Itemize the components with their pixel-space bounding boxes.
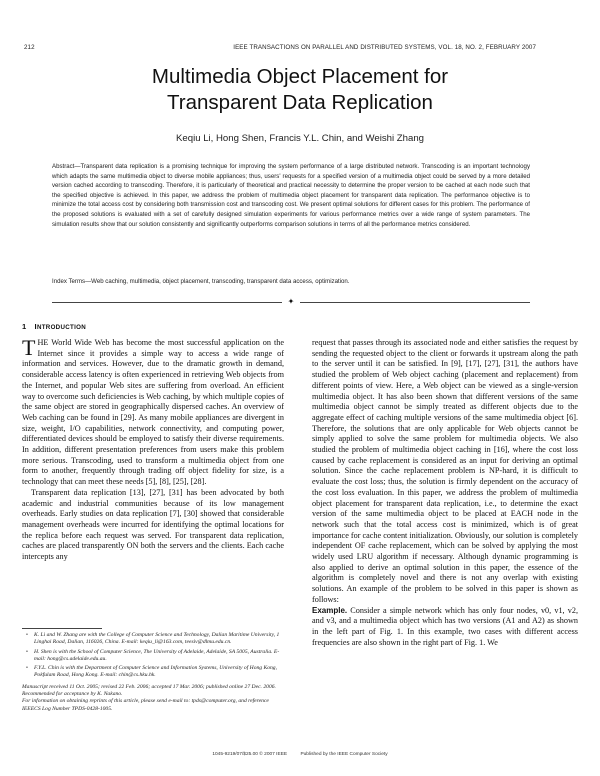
footnote-rule xyxy=(22,628,102,629)
affiliation-item: • F.Y.L. Chin is with the Department of Computer Science and Information Systems, University of Hong Kong, Pokfulam Road, Hong Kong. E-mail: chin@cs.hku.hk. xyxy=(28,665,284,680)
diamond-icon: ✦ xyxy=(287,297,295,306)
journal-title: IEEE TRANSACTIONS ON PARALLEL AND DISTRIBUTED SYSTEMS, VOL. 18, NO. 2, FEBRUARY 2007 xyxy=(233,44,536,51)
section-number: 1 xyxy=(22,322,27,331)
issn-copyright: 1045-9219/07/$25.00 © 2007 IEEE xyxy=(212,752,288,757)
right-column xyxy=(312,338,578,648)
section-title-rest: NTRODUCTION xyxy=(36,324,86,331)
author-list: Keqiu Li, Hong Shen, Francis Y.L. Chin, and Weishi Zhang xyxy=(176,133,424,144)
intro-lead: HE xyxy=(37,338,49,347)
affiliation-item: • K. Li and W. Zhang are with the College of Computer Science and Technology, Dalian Maritime University, 1 Linghai Road, Dalian, 116026, China. E-mail: keqiu_li@163.com, teesiv@dlmu.edu.cn. xyxy=(28,632,284,647)
publisher-line: Published by the IEEE Computer Society xyxy=(300,752,388,757)
affiliation-item: • H. Shen is with the School of Computer Science, The University of Adelaide, Adelaide, SA 5005, Australia. E-mail: hong@cs.adelaide.edu.au. xyxy=(28,649,284,664)
example-text: Consider a simple network which has only four nodes, v0, v1, v2, and v3, and a multimedia object which has two versions (A1 and A2) as shown in the left part of Fig. 1. In this example, two cases with different access frequencies are also shown in the right part of Fig. 1. We xyxy=(312,605,578,647)
index-terms-label: Index Terms xyxy=(52,278,86,285)
drop-cap: T xyxy=(22,335,36,360)
example-paragraph xyxy=(312,606,578,649)
footnotes xyxy=(22,628,284,713)
recommended-by: Recommended for acceptance by K. Nakano. xyxy=(22,691,123,698)
left-column xyxy=(22,335,284,563)
abstract xyxy=(52,162,530,229)
title-line-2: Transparent Data Replication xyxy=(167,91,433,114)
section-heading xyxy=(22,322,86,331)
separator-line-left xyxy=(52,302,282,303)
section-title-initial: I xyxy=(34,322,37,331)
abstract-text: —Transparent data replication is a promising technique for improving the system performance of a large distributed network. Transcoding is an important technology which adapts the same multimedia object to diverse mobile appliances; thus, users' requests for a specified version of a multimedia object could be served by a more detailed version cached according to transcoding. Therefore, it is particularly of theoretical and practical necessity to determine the proper version to be cached at each node such that the specified objective is achieved. In this paper, we address the problem of multimedia object placement for transparent data replication. The performance objective is to minimize the total access cost by considering both transmission cost and transcoding cost. We present optimal solutions for different cases for this problem. The performance of the proposed solutions is evaluated with a set of carefully designed simulation experiments for various performance metrics over a wide range of system parameters. The simulation results show that our solution consistently and significantly outperforms comparison solutions in terms of all the performance metrics considered. xyxy=(52,163,530,228)
separator-line-right xyxy=(300,302,530,303)
manuscript-info xyxy=(22,684,284,713)
received-dates: Manuscript received 11 Oct. 2005; revised 22 Feb. 2006; accepted 17 Mar. 2006; published online 27 Dec. 2006. xyxy=(22,683,276,690)
affiliation-list xyxy=(22,632,284,680)
paper-title xyxy=(50,64,550,116)
page-number: 212 xyxy=(24,44,35,51)
index-terms-text: —Web caching, multimedia, object placement, transcoding, transparent data access, optimization. xyxy=(85,278,350,285)
page-footer xyxy=(0,752,600,757)
abstract-label: Abstract xyxy=(52,163,75,170)
example-label: Example. xyxy=(312,605,348,615)
intro-paragraph-3: request that passes through its associated node and either satisfies the request by sending the requested object to the client or forwards it upstream along the path to the server until it can be satisfied. In [9], [17], [27], [31], the authors have studied the problem of Web object caching (placement and replacement) from different points of view. Here, a Web object can be viewed as a single-version multimedia object. It has also been shown that different versions of the same multimedia object cannot be simply treated as different objects due to the aggregate effect of caching multiple versions of the same multimedia object [6]. Therefore, the solutions that are only applicable for Web objects cannot be simply applied to solve the same problem for multimedia objects. We also studied the problem of multimedia object caching in [16], where the cost loss caused by cache replacement is considered as an input for deriving an optimal solution. Since the cache replacement problem is NP-hard, it is difficult to evaluate the cost loss; thus, the solution is firmly dependent on the accuracy of the cost loss evaluation. In this paper, we address the problem of multimedia object placement for transparent data replication, i.e., to determine the exact version of the same multimedia object to be placed at EACH node in the network such that the total access cost is minimized, which is of great importance for cache content initialization. Obviously, our solution is completely independent OF cache replacement, which can be solved by applying the most widely used LRU algorithm if necessary. Although dynamic programming is also applied to derive an optimal solution in this paper, the essence of the algorithm is completely novel and there is not any overlap with existing solutions. An example of the problem to be solved in this paper is shown as follows: xyxy=(312,338,578,604)
index-terms xyxy=(52,277,530,287)
running-header xyxy=(24,44,536,54)
section-separator xyxy=(52,298,530,306)
title-line-1: Multimedia Object Placement for xyxy=(151,65,449,88)
intro-paragraph-2: Transparent data replication [13], [27], [31] has been advocated by both academic and industrial communities because of its low management overheads. Early studies on data replication [7], [30] showed that considerable management overheads were incurred for identifying the optimal locations for the replica before each request was served. For transparent data replication, caches are placed transparently ON both the servers and the clients. Each cache intercepts any xyxy=(22,487,284,562)
reprint-info: For information on obtaining reprints of this article, please send e-mail to: tpds@computer.org, and reference IEEECS Log Number TPDS-0428-1005. xyxy=(22,698,269,712)
intro-text-1: World Wide Web has become the most successful application on the Internet since it provides a simple way to access a wide range of information and services. However, due to the dramatic growth in demand, considerable access latency is often experienced in retrieving Web objects from the Internet, and popular Web sites are suffering from overload. An efficient way to overcome such deficiencies is Web caching, by which multiple copies of the same object are stored in geographically dispersed caches. An overview of Web caching can be found in [29]. As many mobile appliances are divergent in size, weight, I/O capabilities, network connectivity, and computing power, differentiated devices should be employed to satisfy their diverse requirements. In addition, different presentation preferences from users make this problem more serious. Transcoding, used to transform a multimedia object from one form to another, frequently through trading off object fidelity for size, is a technology that can meet these needs [5], [8], [25], [28]. xyxy=(22,338,284,487)
intro-paragraph-1 xyxy=(22,335,284,488)
